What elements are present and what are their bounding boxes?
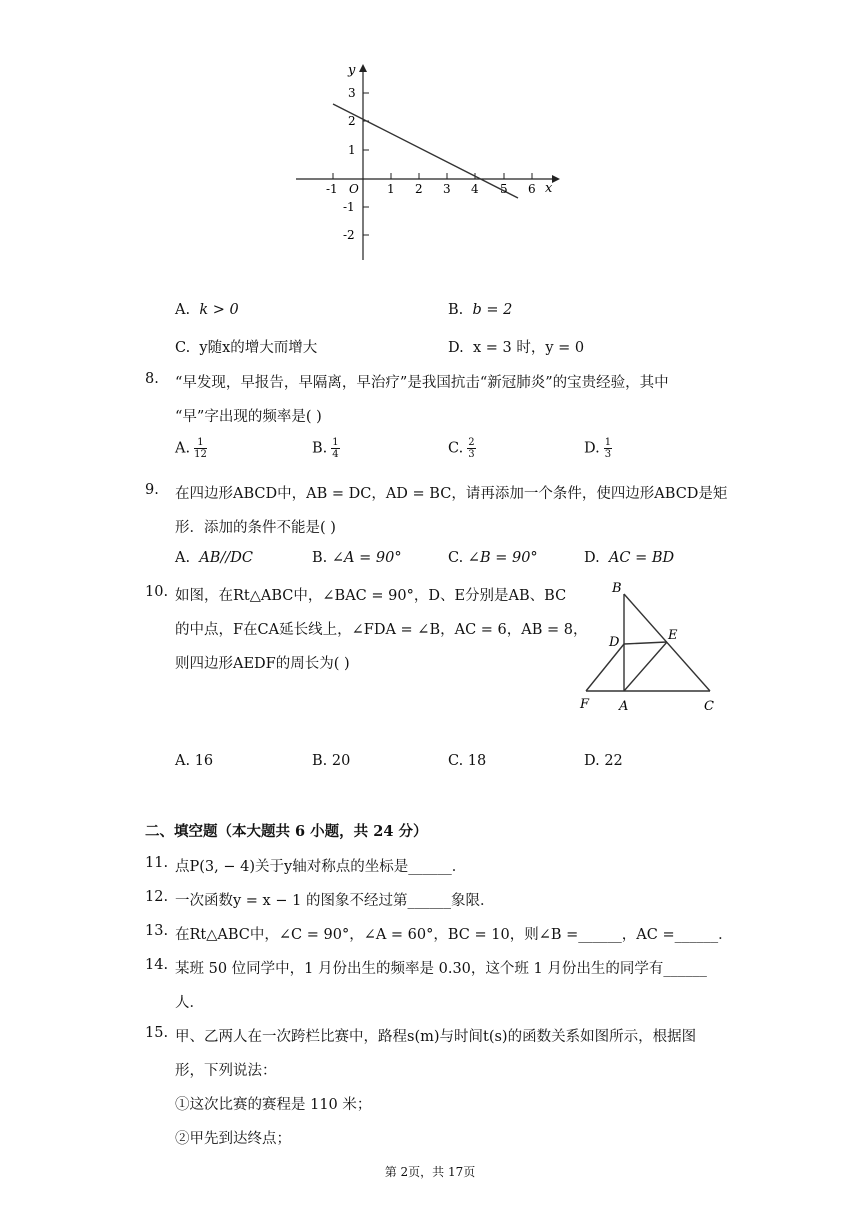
question-text: 在Rt△ABC中，∠C = 90°，∠A = 60°，BC = 10，则∠B =______，AC =______．: [175, 927, 733, 943]
question-text: 形，下列说法：: [175, 1063, 277, 1079]
question-text: 某班 50 位同学中，1 月份出生的频率是 0.30，这个班 1 月份出生的同学有______: [175, 961, 707, 977]
x-axis-arrow: [552, 175, 560, 183]
point-label-b: B: [612, 581, 622, 596]
question-number: 8.: [145, 371, 159, 387]
question-text: 形．添加的条件不能是( ): [175, 520, 336, 536]
section-heading: 二、填空题（本大题共 6 小题，共 24 分）: [145, 823, 428, 840]
question-text: 的中点，F在CA延长线上，∠FDA = ∠B，AC = 6，AB = 8，: [175, 622, 588, 638]
x-tick-label: 3: [443, 182, 451, 196]
question-text: “早发现，早报告，早隔离，早治疗”是我国抗击“新冠肺炎”的宝贵经验，其中: [175, 375, 669, 391]
q8-option-d[interactable]: D. $\frac{1}{3}$: [584, 437, 612, 460]
x-tick-label: 1: [387, 182, 395, 196]
x-tick-label: 2: [415, 182, 423, 196]
question-number: 13.: [145, 923, 169, 939]
q10-option-d[interactable]: D. 22: [584, 753, 623, 769]
y-tick-label: -2: [343, 228, 355, 242]
statement-item: ②甲先到达终点；: [175, 1131, 291, 1147]
y-tick-label: 1: [348, 143, 356, 157]
q8-option-a[interactable]: A. $\frac{1}{12}$: [175, 437, 207, 460]
question-number: 10.: [145, 584, 169, 600]
point-label-d: D: [609, 635, 620, 650]
statement-item: ①这次比赛的赛程是 110 米；: [175, 1097, 372, 1113]
q7-option-b[interactable]: B. b = 2: [448, 302, 513, 318]
point-label-f: F: [580, 697, 590, 712]
q8-option-c[interactable]: C. $\frac{2}{3}$: [448, 437, 475, 460]
linear-function-graph: [290, 60, 560, 265]
q10-option-a[interactable]: A. 16: [175, 753, 214, 769]
y-axis-label: y: [348, 63, 356, 78]
q10-option-b[interactable]: B. 20: [312, 753, 351, 769]
q7-option-c[interactable]: C. y随x的增大而增大: [175, 340, 318, 356]
q9-option-a[interactable]: A. AB//DC: [175, 550, 253, 566]
q7-option-a[interactable]: A. k > 0: [175, 302, 239, 318]
triangle-figure: [576, 578, 722, 714]
fraction: $\frac{2}{3}$: [468, 437, 475, 460]
y-tick-label: -1: [343, 200, 355, 214]
function-line: [333, 104, 518, 198]
x-tick-label: 5: [500, 182, 508, 196]
question-text: 人．: [175, 995, 204, 1011]
q7-option-d[interactable]: D. x = 3 时，y = 0: [448, 340, 585, 356]
question-number: 11.: [145, 855, 169, 871]
q9-option-d[interactable]: D. AC = BD: [584, 550, 675, 566]
question-text: “早”字出现的频率是( ): [175, 409, 322, 425]
y-tick-label: 2: [348, 114, 356, 128]
q10-option-c[interactable]: C. 18: [448, 753, 487, 769]
x-axis-label: x: [545, 181, 553, 196]
x-tick-label: 4: [471, 182, 479, 196]
fraction: $\frac{1}{3}$: [604, 437, 612, 460]
q9-option-b[interactable]: B. ∠A = 90°: [312, 550, 402, 566]
question-number: 12.: [145, 889, 169, 905]
point-label-e: E: [668, 628, 678, 643]
page-footer: 第 2页，共 17页: [384, 1165, 476, 1179]
x-tick-label: -1: [326, 182, 338, 196]
origin-label: O: [349, 182, 359, 196]
question-text: 如图，在Rt△ABC中，∠BAC = 90°，D、E分别是AB、BC: [175, 588, 567, 604]
q9-option-c[interactable]: C. ∠B = 90°: [448, 550, 538, 566]
fraction: $\frac{1}{12}$: [194, 437, 207, 460]
point-label-c: C: [704, 699, 714, 714]
fraction: $\frac{1}{4}$: [332, 437, 339, 460]
q8-option-b[interactable]: B. $\frac{1}{4}$: [312, 437, 339, 460]
question-text: 点P(3, − 4)关于y轴对称点的坐标是______．: [175, 859, 467, 875]
question-text: 则四边形AEDF的周长为( ): [175, 656, 350, 672]
y-axis-arrow: [359, 64, 367, 72]
y-tick-label: 3: [348, 86, 356, 100]
point-label-a: A: [619, 699, 629, 714]
question-text: 在四边形ABCD中，AB = DC，AD = BC，请再添加一个条件，使四边形ABCD是矩: [175, 486, 728, 502]
x-tick-label: 6: [528, 182, 536, 196]
question-text: 一次函数y = x − 1 的图象不经过第______象限．: [175, 893, 495, 909]
question-text: 甲、乙两人在一次跨栏比赛中，路程s(m)与时间t(s)的函数关系如图所示，根据图: [175, 1029, 697, 1045]
question-number: 14.: [145, 957, 169, 973]
question-number: 15.: [145, 1025, 169, 1041]
question-number: 9.: [145, 482, 159, 498]
